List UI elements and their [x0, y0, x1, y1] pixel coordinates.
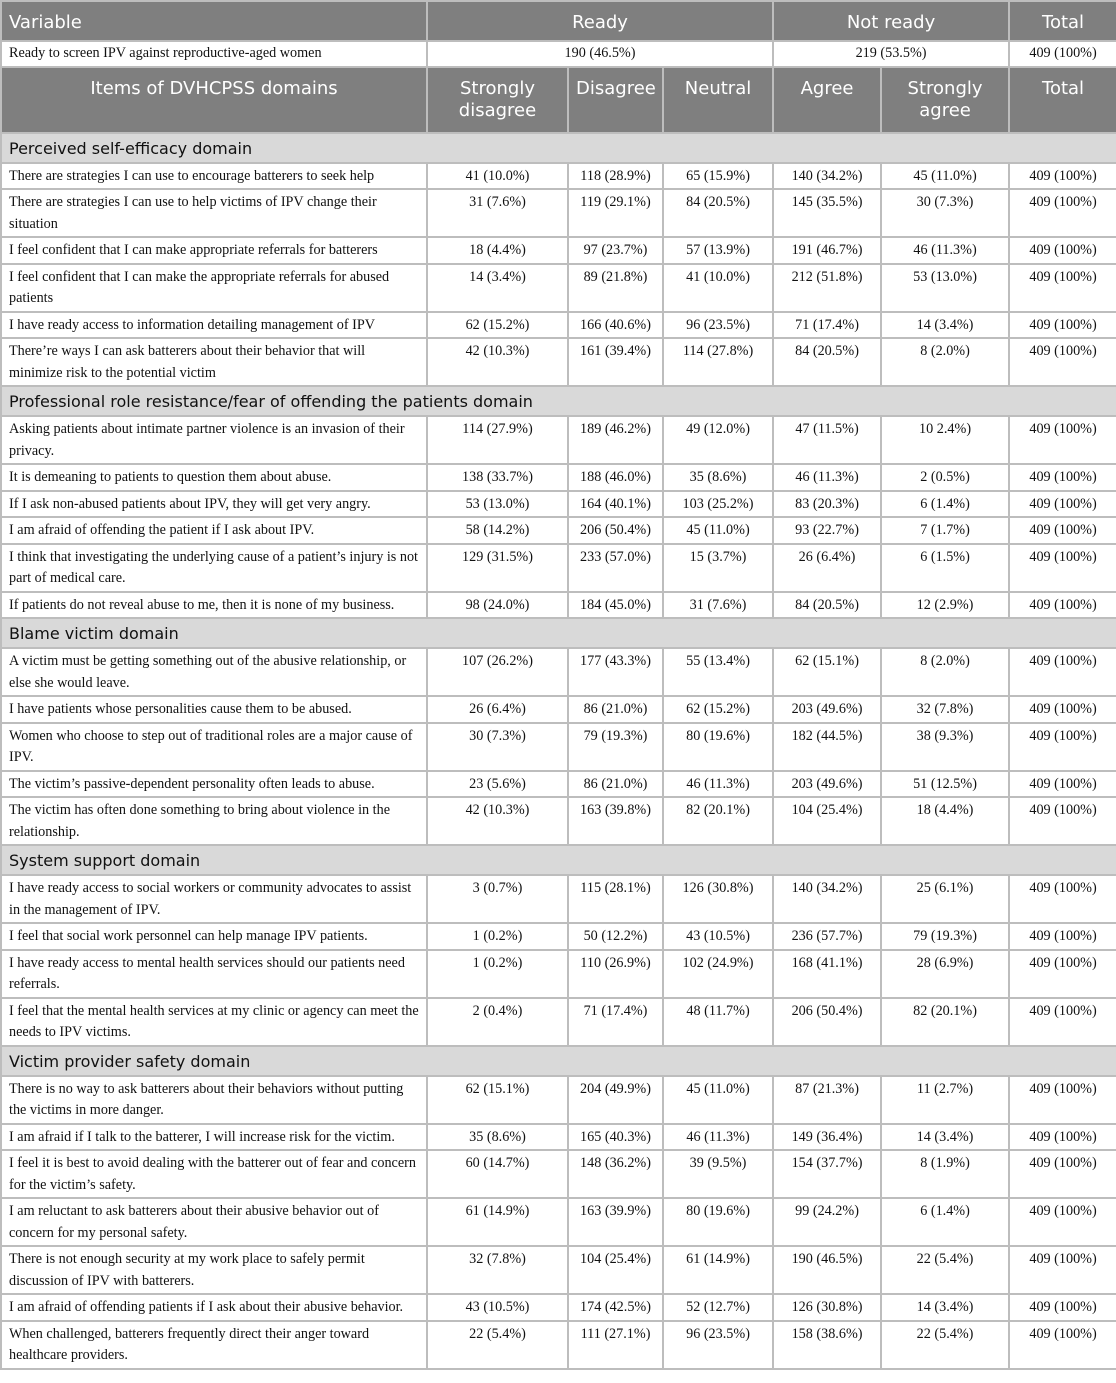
cell-disagree: 110 (26.9%): [568, 950, 663, 998]
cell-disagree: 166 (40.6%): [568, 312, 663, 339]
table-row: [1, 517, 1116, 544]
cell-agree: 87 (21.3%): [773, 1076, 881, 1124]
cell-total: 409 (100%): [1009, 1076, 1116, 1124]
cell-strongly-disagree: 14 (3.4%): [427, 264, 568, 312]
domain-title: Blame victim domain: [1, 618, 1116, 648]
cell-agree: 212 (51.8%): [773, 264, 881, 312]
cell-neutral: 96 (23.5%): [663, 312, 773, 339]
table-row: [1, 464, 1116, 491]
cell-neutral: 15 (3.7%): [663, 544, 773, 592]
cell-total: 409 (100%): [1009, 1198, 1116, 1246]
table-row: [1, 1246, 1116, 1294]
cell-strongly-agree: 8 (2.0%): [881, 648, 1009, 696]
cell-total: 409 (100%): [1009, 237, 1116, 264]
cell-disagree: 164 (40.1%): [568, 491, 663, 518]
table-row: [1, 1294, 1116, 1321]
item-text: The victim’s passive-dependent personality often leads to abuse.: [1, 771, 427, 798]
cell-disagree: 233 (57.0%): [568, 544, 663, 592]
cell-strongly-disagree: 138 (33.7%): [427, 464, 568, 491]
cell-neutral: 49 (12.0%): [663, 416, 773, 464]
cell-strongly-disagree: 62 (15.1%): [427, 1076, 568, 1124]
item-text: I have ready access to information detailing management of IPV: [1, 312, 427, 339]
item-text: It is demeaning to patients to question them about abuse.: [1, 464, 427, 491]
cell-strongly-disagree: 22 (5.4%): [427, 1321, 568, 1369]
cell-neutral: 45 (11.0%): [663, 517, 773, 544]
cell-neutral: 102 (24.9%): [663, 950, 773, 998]
cell-total: 409 (100%): [1009, 696, 1116, 723]
cell-agree: 203 (49.6%): [773, 771, 881, 798]
table-body: [1, 133, 1116, 1369]
cell-total: 409 (100%): [1009, 923, 1116, 950]
item-text: Women who choose to step out of traditional roles are a major cause of IPV.: [1, 723, 427, 771]
domain-header: [1, 618, 1116, 648]
cell-disagree: 184 (45.0%): [568, 592, 663, 619]
cell-total: 409 (100%): [1009, 491, 1116, 518]
subheader-neutral: Neutral: [663, 67, 773, 133]
cell-strongly-agree: 6 (1.5%): [881, 544, 1009, 592]
cell-strongly-agree: 2 (0.5%): [881, 464, 1009, 491]
cell-neutral: 114 (27.8%): [663, 338, 773, 386]
cell-neutral: 35 (8.6%): [663, 464, 773, 491]
table-row: [1, 923, 1116, 950]
table-row: [1, 592, 1116, 619]
cell-strongly-disagree: 3 (0.7%): [427, 875, 568, 923]
cell-agree: 62 (15.1%): [773, 648, 881, 696]
cell-strongly-disagree: 42 (10.3%): [427, 338, 568, 386]
item-text: I feel confident that I can make the appropriate referrals for abused patients: [1, 264, 427, 312]
item-text: I have ready access to social workers or community advocates to assist in the management of IPV.: [1, 875, 427, 923]
cell-strongly-disagree: 1 (0.2%): [427, 950, 568, 998]
cell-disagree: 104 (25.4%): [568, 1246, 663, 1294]
item-text: When challenged, batterers frequently direct their anger toward healthcare providers.: [1, 1321, 427, 1369]
cell-agree: 83 (20.3%): [773, 491, 881, 518]
cell-total: 409 (100%): [1009, 771, 1116, 798]
cell-strongly-agree: 22 (5.4%): [881, 1321, 1009, 1369]
item-text: If patients do not reveal abuse to me, then it is none of my business.: [1, 592, 427, 619]
item-text: I am afraid of offending patients if I ask about their abusive behavior.: [1, 1294, 427, 1321]
domain-title: Victim provider safety domain: [1, 1046, 1116, 1076]
table-row: [1, 1124, 1116, 1151]
cell-total: 409 (100%): [1009, 592, 1116, 619]
cell-neutral: 65 (15.9%): [663, 163, 773, 190]
cell-agree: 190 (46.5%): [773, 1246, 881, 1294]
table-row: [1, 189, 1116, 237]
item-text: There are strategies I can use to encourage batterers to seek help: [1, 163, 427, 190]
table-row: [1, 163, 1116, 190]
table-row: [1, 723, 1116, 771]
table-row: [1, 1321, 1116, 1369]
cell-neutral: 45 (11.0%): [663, 1076, 773, 1124]
cell-disagree: 174 (42.5%): [568, 1294, 663, 1321]
cell-agree: 126 (30.8%): [773, 1294, 881, 1321]
cell-neutral: 82 (20.1%): [663, 797, 773, 845]
item-text: I am afraid if I talk to the batterer, I will increase risk for the victim.: [1, 1124, 427, 1151]
header-row: [1, 1, 1116, 41]
item-text: Asking patients about intimate partner violence is an invasion of their privacy.: [1, 416, 427, 464]
cell-disagree: 163 (39.8%): [568, 797, 663, 845]
cell-total: 409 (100%): [1009, 312, 1116, 339]
domain-header: [1, 1046, 1116, 1076]
item-text: I have ready access to mental health services should our patients need referrals.: [1, 950, 427, 998]
cell-total: 409 (100%): [1009, 723, 1116, 771]
cell-total: 409 (100%): [1009, 517, 1116, 544]
cell-strongly-agree: 28 (6.9%): [881, 950, 1009, 998]
table-row: [1, 544, 1116, 592]
cell-disagree: 165 (40.3%): [568, 1124, 663, 1151]
table-row: [1, 771, 1116, 798]
cell-neutral: 96 (23.5%): [663, 1321, 773, 1369]
cell-agree: 149 (36.4%): [773, 1124, 881, 1151]
cell-strongly-disagree: 53 (13.0%): [427, 491, 568, 518]
cell-strongly-agree: 7 (1.7%): [881, 517, 1009, 544]
domain-header: [1, 845, 1116, 875]
item-text: The victim has often done something to bring about violence in the relationship.: [1, 797, 427, 845]
cell-strongly-agree: 10 2.4%): [881, 416, 1009, 464]
cell-disagree: 86 (21.0%): [568, 771, 663, 798]
cell-neutral: 62 (15.2%): [663, 696, 773, 723]
ready-row-ready: 190 (46.5%): [427, 41, 773, 67]
cell-neutral: 48 (11.7%): [663, 998, 773, 1046]
cell-strongly-agree: 14 (3.4%): [881, 312, 1009, 339]
cell-agree: 145 (35.5%): [773, 189, 881, 237]
item-text: I am afraid of offending the patient if I ask about IPV.: [1, 517, 427, 544]
item-text: If I ask non-abused patients about IPV, they will get very angry.: [1, 491, 427, 518]
cell-total: 409 (100%): [1009, 264, 1116, 312]
ready-row-label: Ready to screen IPV against reproductive-aged women: [1, 41, 427, 67]
cell-total: 409 (100%): [1009, 648, 1116, 696]
cell-neutral: 41 (10.0%): [663, 264, 773, 312]
cell-strongly-disagree: 1 (0.2%): [427, 923, 568, 950]
domain-title: Professional role resistance/fear of offending the patients domain: [1, 386, 1116, 416]
cell-strongly-disagree: 30 (7.3%): [427, 723, 568, 771]
cell-total: 409 (100%): [1009, 163, 1116, 190]
cell-disagree: 86 (21.0%): [568, 696, 663, 723]
cell-strongly-agree: 46 (11.3%): [881, 237, 1009, 264]
cell-agree: 84 (20.5%): [773, 592, 881, 619]
item-text: I am reluctant to ask batterers about their abusive behavior out of concern for my personal safety.: [1, 1198, 427, 1246]
cell-strongly-disagree: 62 (15.2%): [427, 312, 568, 339]
cell-total: 409 (100%): [1009, 950, 1116, 998]
cell-strongly-disagree: 61 (14.9%): [427, 1198, 568, 1246]
cell-agree: 104 (25.4%): [773, 797, 881, 845]
cell-total: 409 (100%): [1009, 189, 1116, 237]
cell-neutral: 80 (19.6%): [663, 723, 773, 771]
cell-neutral: 57 (13.9%): [663, 237, 773, 264]
domain-header: [1, 133, 1116, 163]
table-row: [1, 1150, 1116, 1198]
domain-title: Perceived self-efficacy domain: [1, 133, 1116, 163]
cell-neutral: 31 (7.6%): [663, 592, 773, 619]
cell-strongly-agree: 51 (12.5%): [881, 771, 1009, 798]
cell-agree: 26 (6.4%): [773, 544, 881, 592]
cell-strongly-agree: 12 (2.9%): [881, 592, 1009, 619]
cell-disagree: 89 (21.8%): [568, 264, 663, 312]
cell-strongly-disagree: 2 (0.4%): [427, 998, 568, 1046]
cell-agree: 191 (46.7%): [773, 237, 881, 264]
cell-strongly-disagree: 43 (10.5%): [427, 1294, 568, 1321]
cell-total: 409 (100%): [1009, 875, 1116, 923]
table-row: [1, 998, 1116, 1046]
cell-neutral: 46 (11.3%): [663, 1124, 773, 1151]
table-row: [1, 491, 1116, 518]
cell-neutral: 52 (12.7%): [663, 1294, 773, 1321]
item-text: There are strategies I can use to help victims of IPV change their situation: [1, 189, 427, 237]
cell-total: 409 (100%): [1009, 1246, 1116, 1294]
cell-strongly-disagree: 114 (27.9%): [427, 416, 568, 464]
table-row: [1, 237, 1116, 264]
cell-disagree: 79 (19.3%): [568, 723, 663, 771]
item-text: I think that investigating the underlying cause of a patient’s injury is not part of medical care.: [1, 544, 427, 592]
header-total: Total: [1009, 1, 1116, 41]
cell-strongly-disagree: 107 (26.2%): [427, 648, 568, 696]
subheader-agree: Agree: [773, 67, 881, 133]
item-text: I feel that social work personnel can help manage IPV patients.: [1, 923, 427, 950]
cell-total: 409 (100%): [1009, 338, 1116, 386]
cell-agree: 168 (41.1%): [773, 950, 881, 998]
cell-strongly-agree: 22 (5.4%): [881, 1246, 1009, 1294]
cell-strongly-disagree: 129 (31.5%): [427, 544, 568, 592]
table-row: [1, 1198, 1116, 1246]
cell-neutral: 61 (14.9%): [663, 1246, 773, 1294]
cell-neutral: 43 (10.5%): [663, 923, 773, 950]
cell-disagree: 206 (50.4%): [568, 517, 663, 544]
cell-agree: 99 (24.2%): [773, 1198, 881, 1246]
cell-strongly-disagree: 35 (8.6%): [427, 1124, 568, 1151]
cell-disagree: 163 (39.9%): [568, 1198, 663, 1246]
cell-disagree: 71 (17.4%): [568, 998, 663, 1046]
cell-agree: 206 (50.4%): [773, 998, 881, 1046]
cell-disagree: 204 (49.9%): [568, 1076, 663, 1124]
domain-title: System support domain: [1, 845, 1116, 875]
ready-row-not-ready: 219 (53.5%): [773, 41, 1009, 67]
cell-strongly-agree: 38 (9.3%): [881, 723, 1009, 771]
cell-agree: 236 (57.7%): [773, 923, 881, 950]
table-row: [1, 312, 1116, 339]
cell-agree: 158 (38.6%): [773, 1321, 881, 1369]
cell-agree: 203 (49.6%): [773, 696, 881, 723]
table-row: [1, 875, 1116, 923]
cell-total: 409 (100%): [1009, 416, 1116, 464]
cell-disagree: 118 (28.9%): [568, 163, 663, 190]
cell-agree: 140 (34.2%): [773, 163, 881, 190]
cell-strongly-agree: 8 (2.0%): [881, 338, 1009, 386]
cell-neutral: 46 (11.3%): [663, 771, 773, 798]
cell-total: 409 (100%): [1009, 797, 1116, 845]
cell-strongly-agree: 32 (7.8%): [881, 696, 1009, 723]
subheader-disagree: Disagree: [568, 67, 663, 133]
subheader-row: [1, 67, 1116, 133]
cell-strongly-agree: 25 (6.1%): [881, 875, 1009, 923]
cell-strongly-disagree: 98 (24.0%): [427, 592, 568, 619]
header-ready: Ready: [427, 1, 773, 41]
table-row: [1, 696, 1116, 723]
item-text: I have patients whose personalities cause them to be abused.: [1, 696, 427, 723]
cell-disagree: 148 (36.2%): [568, 1150, 663, 1198]
table-row: [1, 264, 1116, 312]
subheader-strongly-agree: Strongly agree: [881, 67, 1009, 133]
item-text: A victim must be getting something out of the abusive relationship, or else she would leave.: [1, 648, 427, 696]
cell-disagree: 188 (46.0%): [568, 464, 663, 491]
item-text: I feel it is best to avoid dealing with the batterer out of fear and concern for the victim’s safety.: [1, 1150, 427, 1198]
cell-strongly-agree: 14 (3.4%): [881, 1124, 1009, 1151]
table-row: [1, 416, 1116, 464]
subheader-total: Total: [1009, 67, 1116, 133]
cell-total: 409 (100%): [1009, 1124, 1116, 1151]
cell-disagree: 97 (23.7%): [568, 237, 663, 264]
cell-neutral: 103 (25.2%): [663, 491, 773, 518]
table-row: [1, 1076, 1116, 1124]
cell-strongly-agree: 6 (1.4%): [881, 491, 1009, 518]
cell-strongly-agree: 30 (7.3%): [881, 189, 1009, 237]
cell-agree: 140 (34.2%): [773, 875, 881, 923]
subheader-strongly-disagree: Strongly disagree: [427, 67, 568, 133]
cell-agree: 84 (20.5%): [773, 338, 881, 386]
cell-agree: 154 (37.7%): [773, 1150, 881, 1198]
cell-neutral: 126 (30.8%): [663, 875, 773, 923]
table-row: [1, 338, 1116, 386]
cell-total: 409 (100%): [1009, 1294, 1116, 1321]
cell-strongly-disagree: 32 (7.8%): [427, 1246, 568, 1294]
cell-neutral: 55 (13.4%): [663, 648, 773, 696]
item-text: There’re ways I can ask batterers about their behavior that will minimize risk to the potential victim: [1, 338, 427, 386]
cell-strongly-disagree: 41 (10.0%): [427, 163, 568, 190]
cell-disagree: 119 (29.1%): [568, 189, 663, 237]
cell-neutral: 84 (20.5%): [663, 189, 773, 237]
table-row: [1, 797, 1116, 845]
cell-disagree: 177 (43.3%): [568, 648, 663, 696]
cell-disagree: 189 (46.2%): [568, 416, 663, 464]
table-row: [1, 648, 1116, 696]
cell-strongly-disagree: 18 (4.4%): [427, 237, 568, 264]
cell-strongly-agree: 8 (1.9%): [881, 1150, 1009, 1198]
cell-strongly-disagree: 42 (10.3%): [427, 797, 568, 845]
cell-strongly-agree: 45 (11.0%): [881, 163, 1009, 190]
cell-disagree: 161 (39.4%): [568, 338, 663, 386]
cell-total: 409 (100%): [1009, 544, 1116, 592]
ready-row: [1, 41, 1116, 67]
cell-total: 409 (100%): [1009, 998, 1116, 1046]
cell-agree: 93 (22.7%): [773, 517, 881, 544]
cell-strongly-agree: 18 (4.4%): [881, 797, 1009, 845]
cell-agree: 46 (11.3%): [773, 464, 881, 491]
item-text: I feel confident that I can make appropriate referrals for batterers: [1, 237, 427, 264]
cell-strongly-disagree: 60 (14.7%): [427, 1150, 568, 1198]
cell-strongly-disagree: 23 (5.6%): [427, 771, 568, 798]
cell-strongly-agree: 6 (1.4%): [881, 1198, 1009, 1246]
ready-row-total: 409 (100%): [1009, 41, 1116, 67]
cell-strongly-agree: 79 (19.3%): [881, 923, 1009, 950]
table-row: [1, 950, 1116, 998]
item-text: There is no way to ask batterers about their behaviors without putting the victims in more danger.: [1, 1076, 427, 1124]
cell-total: 409 (100%): [1009, 1321, 1116, 1369]
cell-strongly-disagree: 58 (14.2%): [427, 517, 568, 544]
cell-neutral: 80 (19.6%): [663, 1198, 773, 1246]
cell-disagree: 50 (12.2%): [568, 923, 663, 950]
cell-strongly-agree: 53 (13.0%): [881, 264, 1009, 312]
item-text: I feel that the mental health services at my clinic or agency can meet the needs to IPV victims.: [1, 998, 427, 1046]
subheader-items: Items of DVHCPSS domains: [1, 67, 427, 133]
cell-strongly-agree: 82 (20.1%): [881, 998, 1009, 1046]
cell-disagree: 115 (28.1%): [568, 875, 663, 923]
cell-strongly-agree: 14 (3.4%): [881, 1294, 1009, 1321]
item-text: There is not enough security at my work place to safely permit discussion of IPV with batterers.: [1, 1246, 427, 1294]
cell-agree: 47 (11.5%): [773, 416, 881, 464]
cell-disagree: 111 (27.1%): [568, 1321, 663, 1369]
cell-agree: 71 (17.4%): [773, 312, 881, 339]
cell-agree: 182 (44.5%): [773, 723, 881, 771]
cell-strongly-disagree: 31 (7.6%): [427, 189, 568, 237]
domain-header: [1, 386, 1116, 416]
cell-strongly-disagree: 26 (6.4%): [427, 696, 568, 723]
cell-strongly-agree: 11 (2.7%): [881, 1076, 1009, 1124]
cell-total: 409 (100%): [1009, 464, 1116, 491]
header-variable: Variable: [1, 1, 427, 41]
cell-total: 409 (100%): [1009, 1150, 1116, 1198]
header-not-ready: Not ready: [773, 1, 1009, 41]
cell-neutral: 39 (9.5%): [663, 1150, 773, 1198]
